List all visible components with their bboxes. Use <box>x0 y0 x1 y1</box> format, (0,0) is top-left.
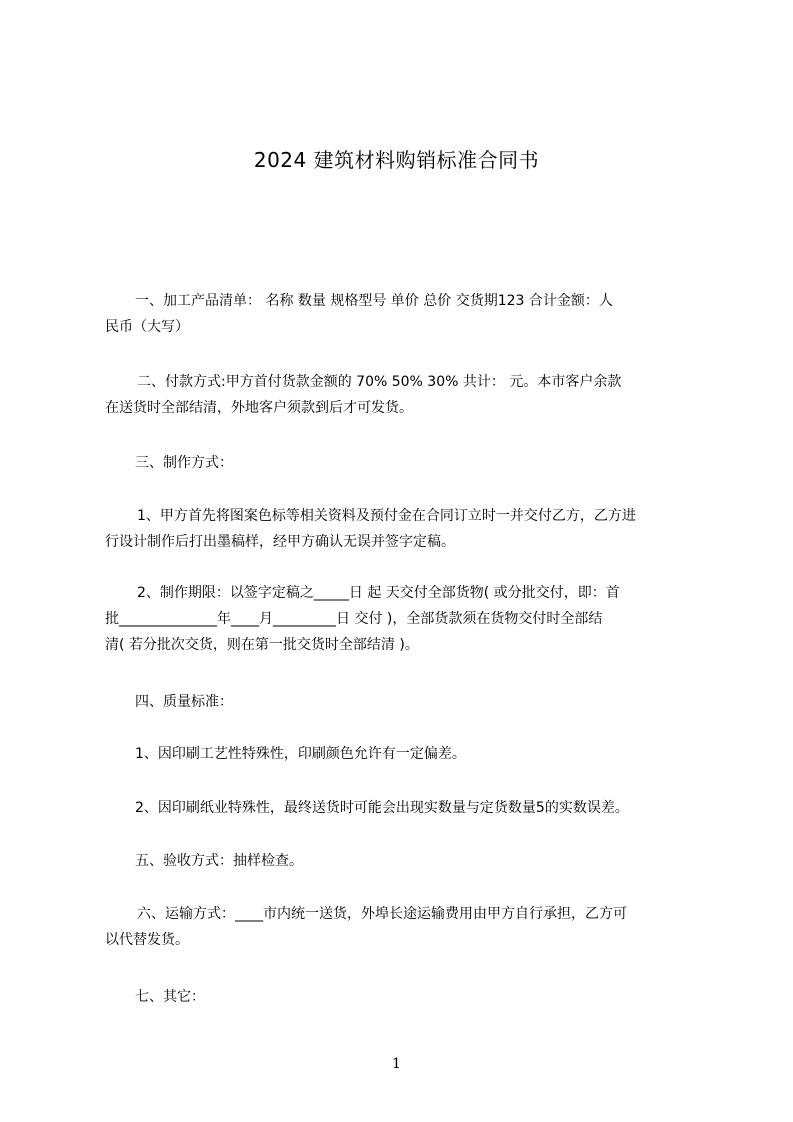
paragraph-line: 五、验收方式：抽样检查。 <box>135 853 303 869</box>
paragraph-line: 六、运输方式：____市内统一送货，外埠长途运输费用由甲方自行承担，乙方可 <box>137 906 627 922</box>
paragraph-line: 1、因印刷工艺性特殊性，印刷颜色允许有一定偏差。 <box>135 746 466 762</box>
section-transport <box>105 901 705 953</box>
paragraph-line: 民币（大写） <box>105 319 189 335</box>
paragraph-line: 批______________年____月_________日 交付 )，全部货款须在货物交付时全部结 <box>105 611 603 627</box>
paragraph-line: 1、甲方首先将图案色标等相关资料及预付金在合同订立时一并交付乙方，乙方进 <box>137 508 636 524</box>
section-other <box>105 984 705 1010</box>
paragraph-line: 三、制作方式： <box>135 455 233 471</box>
paragraph-line: 七、其它： <box>135 989 205 1005</box>
section-production-item-2 <box>105 580 705 658</box>
section-quality-heading <box>105 689 705 715</box>
paragraph-line: 在送货时全部结清，外地客户须款到后才可发货。 <box>105 400 413 416</box>
section-product-list <box>105 288 705 340</box>
section-quality-item-2 <box>105 795 705 821</box>
document-title: 2024 建筑材料购销标准合同书 <box>253 148 540 172</box>
paragraph-line: 一、加工产品清单： 名称 数量 规格型号 单价 总价 交货期123 合计金额：人 <box>135 293 613 309</box>
section-payment <box>105 369 705 421</box>
section-production-item-1 <box>105 503 705 555</box>
paragraph-line: 2、因印刷纸业特殊性，最终送货时可能会出现实数量与定货数量5的实数误差。 <box>135 800 629 816</box>
paragraph-line: 以代替发货。 <box>105 932 189 948</box>
paragraph-line: 二、付款方式:甲方首付货款金额的 70% 50% 30% 共计： 元。本市客户余款 <box>137 374 622 390</box>
paragraph-line: 行设计制作后打出墨稿样，经甲方确认无误并签字定稿。 <box>105 534 455 550</box>
paragraph-line: 四、质量标准： <box>135 694 233 710</box>
paragraph-line: 2、制作期限：以签字定稿之_____日 起 天交付全部货物( 或分批交付，即：首 <box>137 585 620 601</box>
paragraph-line: 清( 若分批次交货，则在第一批交货时全部结清 )。 <box>105 637 419 653</box>
section-production-heading <box>105 450 705 476</box>
page-number: 1 <box>392 1056 401 1072</box>
section-quality-item-1 <box>105 741 705 767</box>
section-acceptance <box>105 848 705 874</box>
